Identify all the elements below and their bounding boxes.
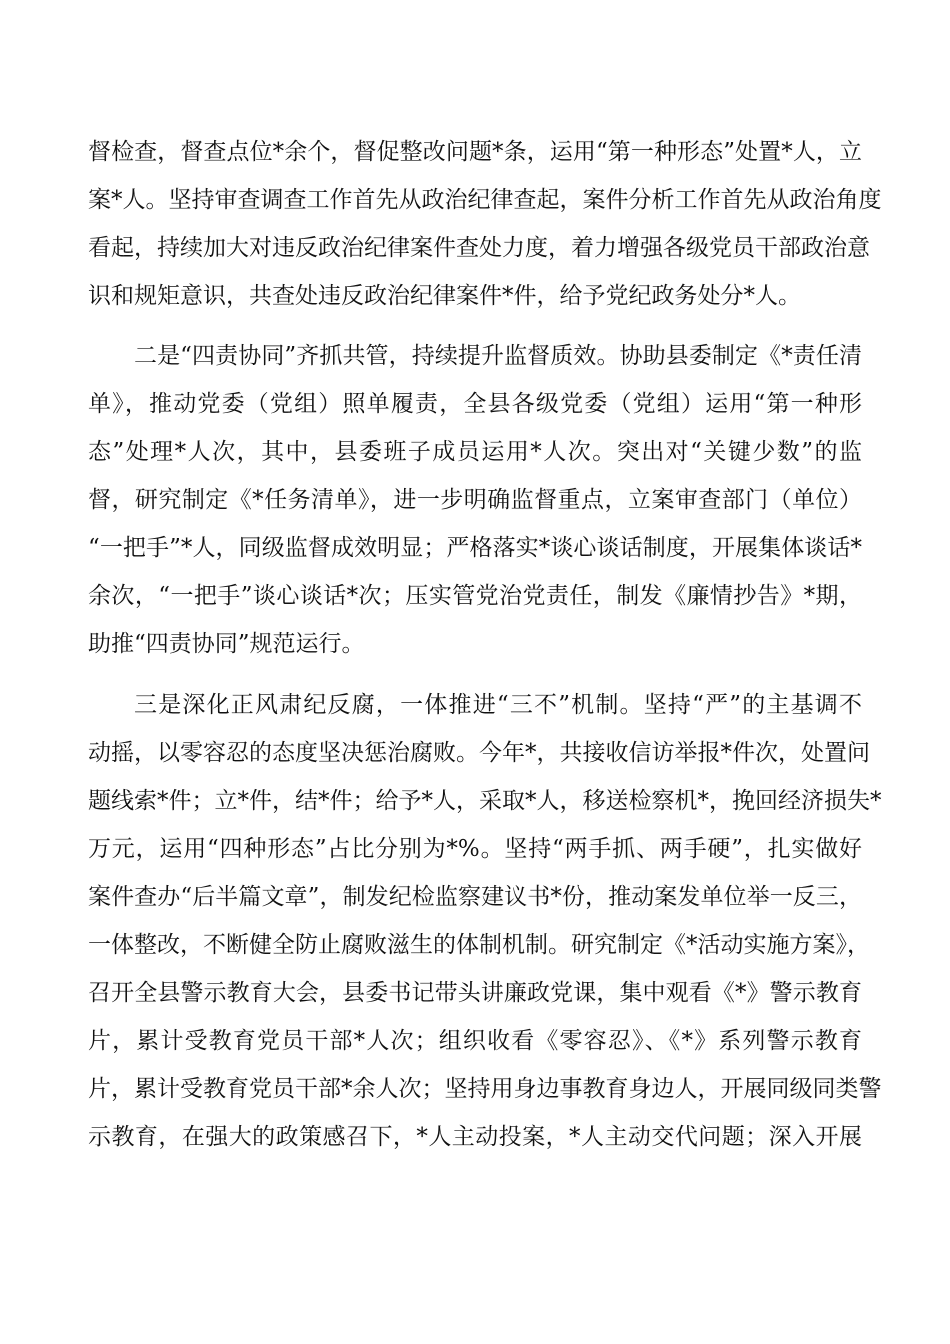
paragraph-first-line: 二是“四责协同”齐抓共管，持续提升监督质效。协助县委制定《*责任清 [134,343,862,369]
body-text-line: 看起，持续加大对违反政治纪律案件查处力度，着力增强各级党员干部政治意 [88,235,870,261]
body-text-line: 案件查办“后半篇文章”，制发纪检监察建议书*份，推动案发单位举一反三， [88,884,862,910]
body-text-line: 督检查，督查点位*余个，督促整改问题*条，运用“第一种形态”处置*人，立 [88,139,862,165]
body-text-line: 识和规矩意识，共查处违反政治纪律案件*件，给予党纪政务处分*人。 [88,283,801,309]
body-text-line: 助推“四责协同”规范运行。 [88,631,365,657]
body-text-line: “一把手”*人，同级监督成效明显；严格落实*谈心谈话制度，开展集体谈话* [88,535,862,561]
paragraph-first-line: 三是深化正风肃纪反腐，一体推进“三不”机制。坚持“严”的主基调不 [134,692,862,718]
body-text-line: 余次，“一把手”谈心谈话*次；压实管党治党责任，制发《廉情抄告》*期， [88,583,862,609]
body-text-line: 动摇，以零容忍的态度坚决惩治腐败。今年*，共接收信访举报*件次，处置问 [88,740,870,766]
body-text-line: 案*人。坚持审查调查工作首先从政治纪律查起，案件分析工作首先从政治角度 [88,187,882,213]
body-text-line: 万元，运用“四种形态”占比分别为*%。坚持“两手抓、两手硬”，扎实做好 [88,836,862,862]
body-text-line: 片，累计受教育党员干部*余人次；坚持用身边事教育身边人，开展同级同类警 [88,1076,882,1102]
body-text-line: 示教育，在强大的政策感召下，*人主动投案，*人主动交代问题；深入开展 [88,1124,862,1150]
body-text-line: 题线索*件；立*件，结*件；给予*人，采取*人，移送检察机*，挽回经济损失* [88,788,882,814]
body-text-line: 召开全县警示教育大会，县委书记带头讲廉政党课，集中观看《*》警示教育 [88,980,862,1006]
body-text-line: 督，研究制定《*任务清单》，进一步明确监督重点，立案审查部门（单位） [88,487,862,513]
body-text-line: 态”处理*人次，其中，县委班子成员运用*人次。突出对“关键少数”的监 [88,439,862,465]
body-text-line: 一体整改，不断健全防止腐败滋生的体制机制。研究制定《*活动实施方案》， [88,932,870,958]
body-text-line: 片，累计受教育党员干部*人次；组织收看《零容忍》、《*》系列警示教育 [88,1028,862,1054]
body-text-line: 单》，推动党委（党组）照单履责，全县各级党委（党组）运用“第一种形 [88,391,862,417]
